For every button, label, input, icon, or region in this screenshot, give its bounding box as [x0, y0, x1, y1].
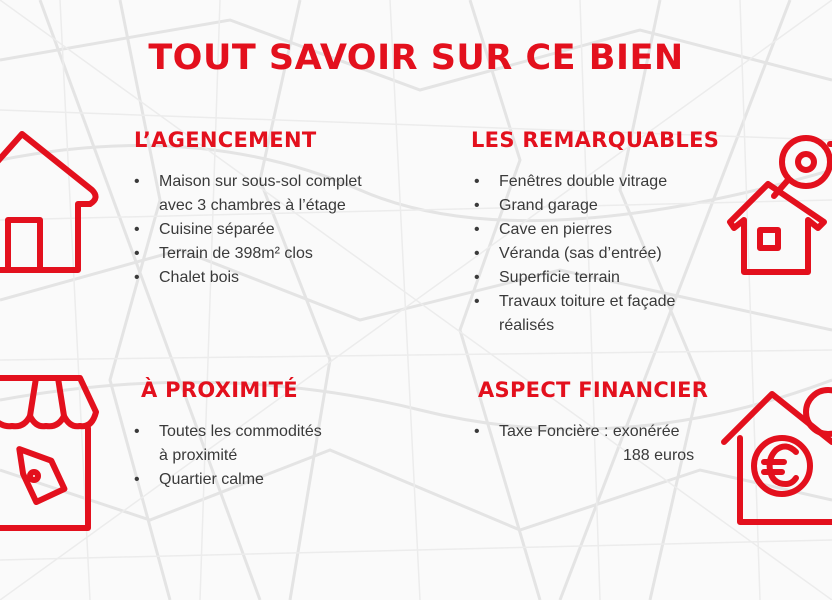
page-title: TOUT SAVOIR SUR CE BIEN — [148, 38, 684, 78]
list-item-text: Grand garage — [499, 197, 598, 214]
shop-tag-icon — [0, 372, 100, 532]
feature-list — [134, 170, 362, 290]
list-item — [134, 420, 322, 468]
feature-list — [474, 420, 708, 468]
list-item-text: Chalet bois — [159, 269, 240, 286]
list-item — [474, 420, 708, 468]
section-heading: LES REMARQUABLES — [471, 128, 720, 152]
house-key-icon — [726, 122, 832, 282]
list-item-text: Fenêtres double vitrage — [499, 173, 668, 190]
list-item-text: Superficie terrain — [499, 269, 620, 286]
list-item-text: Terrain de 398m² clos — [159, 245, 313, 262]
list-item-text: Véranda (sas d’entrée) — [499, 245, 662, 262]
house-icon — [0, 120, 105, 280]
section-proximite — [141, 378, 322, 492]
list-item-text: • Travaux toiture et façade — [499, 293, 676, 310]
list-item — [134, 170, 362, 218]
list-item-text: à proximité — [159, 447, 238, 464]
list-item — [474, 218, 719, 242]
list-item — [134, 242, 362, 266]
list-item — [474, 194, 719, 218]
list-item-text: • Taxe Foncière : exonérée — [499, 423, 680, 440]
list-item-text: Quartier calme — [159, 471, 264, 488]
list-item — [134, 468, 322, 492]
feature-list — [134, 420, 322, 492]
list-item — [134, 218, 362, 242]
list-item — [474, 170, 719, 194]
list-item — [134, 266, 362, 290]
list-item-text: Cave en pierres — [499, 221, 612, 238]
list-item — [474, 266, 719, 290]
section-heading: L’AGENCEMENT — [134, 128, 317, 152]
section-heading: ASPECT FINANCIER — [478, 378, 709, 402]
list-item-text: avec 3 chambres à l’étage — [159, 197, 346, 214]
section-remarquables — [471, 128, 719, 338]
list-item-text: réalisés — [499, 317, 555, 334]
list-item-text: 188 euros — [623, 447, 695, 464]
feature-list — [471, 170, 719, 338]
list-item — [474, 242, 719, 266]
house-euro-icon — [720, 380, 832, 540]
section-heading: À PROXIMITÉ — [141, 378, 298, 402]
section-financier — [478, 378, 708, 468]
list-item — [474, 290, 719, 338]
list-item-text: • Maison sur sous-sol complet — [159, 173, 362, 190]
list-item-text: • Toutes les commodités — [159, 423, 322, 440]
list-item-text: Cuisine séparée — [159, 221, 275, 238]
section-agencement — [134, 128, 362, 290]
